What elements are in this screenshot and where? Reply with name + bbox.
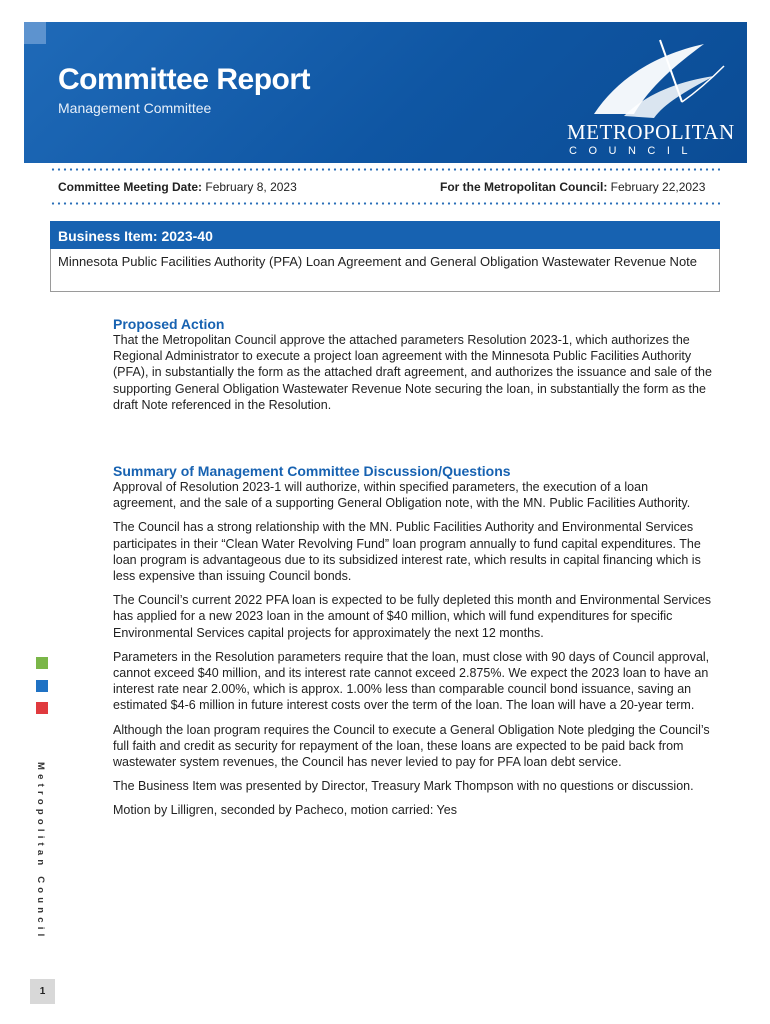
meeting-date-value: February 8, 2023	[205, 180, 297, 194]
dotted-divider	[50, 202, 720, 205]
summary-section	[113, 463, 713, 827]
report-subtitle: Management Committee	[58, 100, 212, 116]
green-square-icon	[36, 657, 48, 669]
meeting-date-label: Committee Meeting Date:	[58, 180, 203, 194]
blue-square-icon	[36, 680, 48, 692]
proposed-action-text: That the Metropolitan Council approve the attached parameters Resolution 2023-1, which authorizes the Regional Administrator to execute a project loan agreement with the Minnesota Public Facilities Authority (PFA), in substantially the form as the attached draft agreement, and authorizes the issuance and sale of the supporting General Obligation Wastewater Revenue Note securing the loan, in substantially the form as the draft Note referenced in the Resolution.	[113, 333, 712, 412]
council-meeting-date	[440, 180, 705, 194]
logo-council-text: COUNCIL	[569, 145, 700, 157]
summary-paragraph: The Council has a strong relationship with the MN. Public Facilities Authority and Environmental Services participates in their “Clean Water Revolving Fund” loan program annually to fund capital expenditures. The loan program is advantageous due to its subsidized interest rate, which results in capital financing which is less expensive than issuing Council bonds.	[113, 520, 701, 584]
header-corner-accent	[24, 22, 46, 44]
proposed-action-section	[113, 316, 713, 421]
business-item-description: Minnesota Public Facilities Authority (PFA) Loan Agreement and General Obligation Wastewater Revenue Note	[50, 249, 720, 292]
dotted-divider	[50, 168, 720, 171]
business-item-bar	[50, 221, 720, 249]
report-header	[24, 22, 747, 163]
metropolitan-council-logo	[564, 36, 744, 156]
council-date-value: February 22,2023	[610, 180, 706, 194]
summary-paragraph: The Business Item was presented by Director, Treasury Mark Thompson with no questions or discussion.	[113, 779, 694, 794]
summary-paragraph: Parameters in the Resolution parameters require that the loan, must close with 90 days of Council approval, cannot exceed $40 million, and its interest rate cannot exceed 2.875%. We expect the 2023 loan to have an interest rate near 2.00%, which is approx. 1.00% less than comparable council bond issuance, saving an estimated $4-6 million in future interest costs over the term of the loan. The loan will have a 20-year term.	[113, 649, 710, 713]
business-item-label: Business Item: 2023-40	[58, 228, 213, 244]
page-number: 1	[30, 979, 55, 1004]
summary-paragraph: Approval of Resolution 2023-1 will authorize, within specified parameters, the execution of a loan agreement, and the sale of a supporting General Obligation note, with the MN. Public Facilities Authority.	[113, 480, 691, 511]
summary-paragraph: The Council’s current 2022 PFA loan is expected to be fully depleted this month and Environmental Services has applied for a new 2023 loan in the amount of $40 million, which will fund expenditures for specific Environmental Services capital projects for approximately the next 12 months.	[113, 593, 712, 640]
committee-meeting-date	[58, 180, 297, 194]
vertical-brand-text: Metropolitan Council	[35, 762, 46, 941]
summary-paragraph: Motion by Lilligren, seconded by Pacheco, motion carried: Yes	[113, 803, 457, 818]
logo-wordmark: METROPOLITAN	[567, 120, 735, 144]
red-square-icon	[36, 702, 48, 714]
report-title: Committee Report	[58, 63, 311, 96]
council-date-label: For the Metropolitan Council:	[440, 180, 608, 194]
proposed-action-heading: Proposed Action	[113, 316, 225, 332]
summary-paragraph: Although the loan program requires the Council to execute a General Obligation Note pledging the Council’s full faith and credit as security for repayment of the loan, these loans are expected to be paid back from wastewater system revenues, the Council has never levied to pay for PFA loan debt service.	[113, 722, 710, 770]
logo-swoosh-icon	[564, 36, 744, 126]
summary-heading: Summary of Management Committee Discussion/Questions	[113, 463, 511, 479]
